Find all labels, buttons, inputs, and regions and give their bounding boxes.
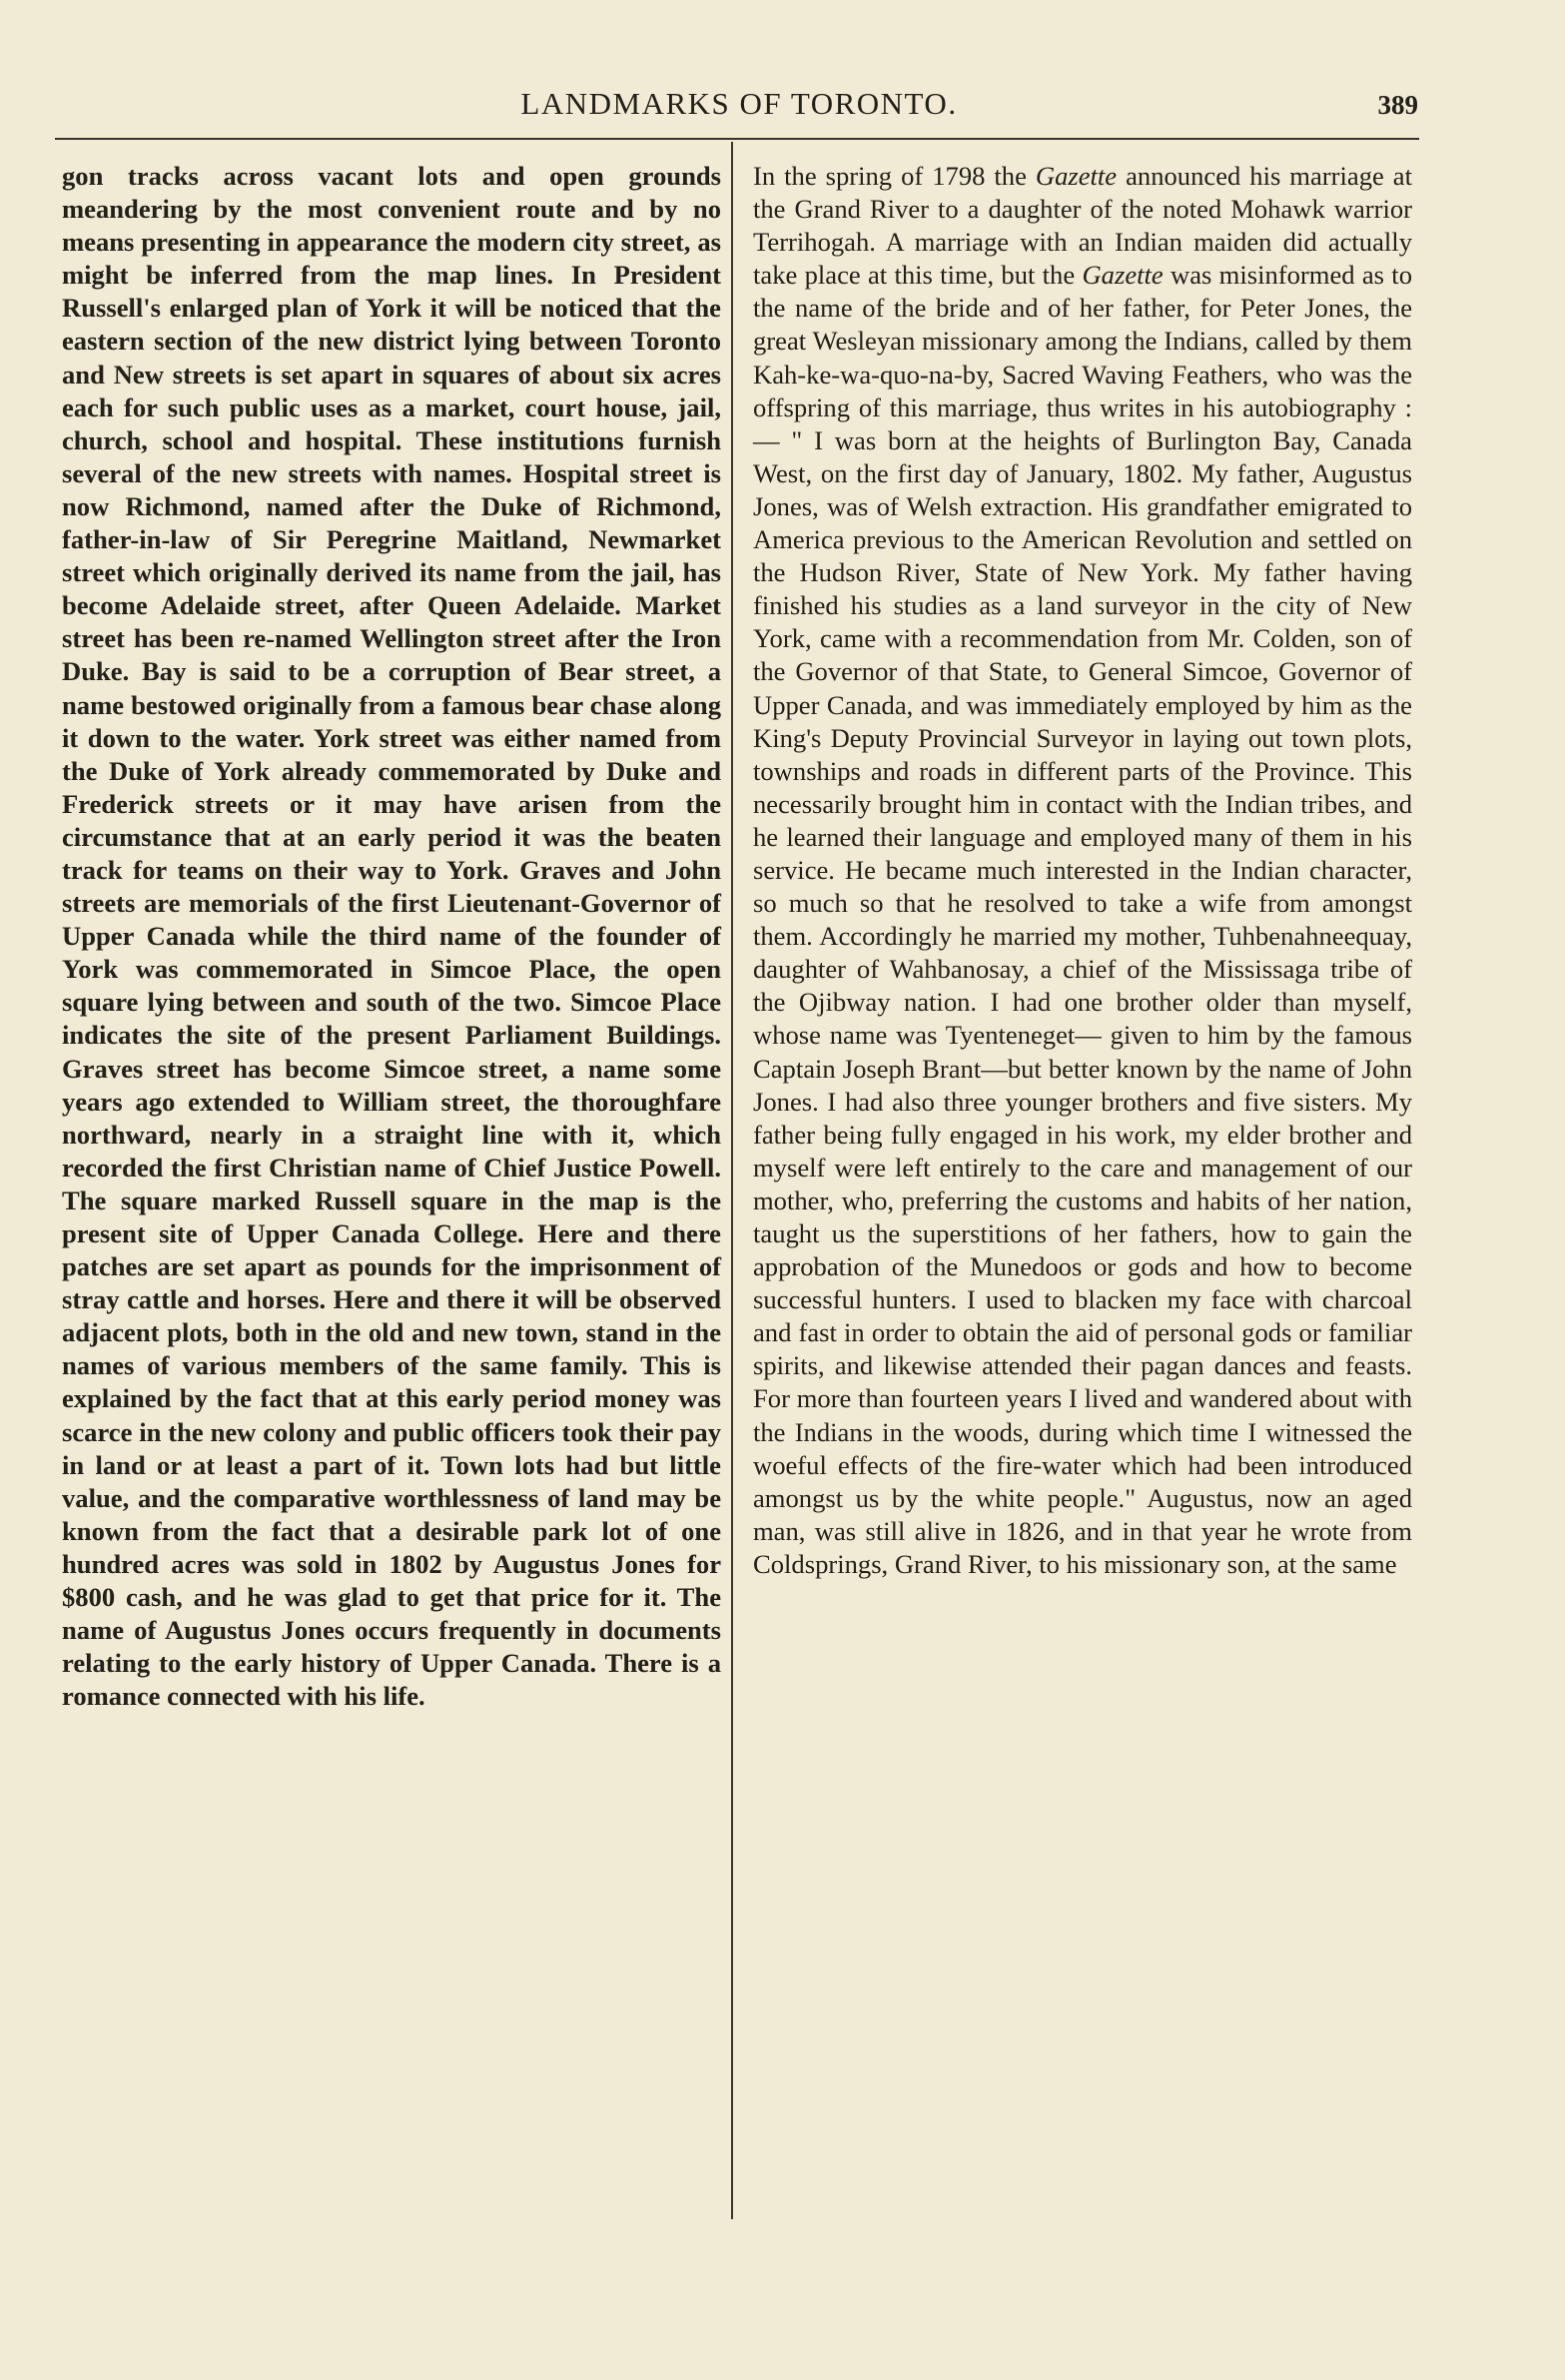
header-rule: [55, 138, 1419, 140]
page-header: [60, 80, 1418, 140]
left-column-text: gon tracks across vacant lots and open grounds meandering by the most convenient route and by no means presenting in appearance the modern city street, as might be inferred from the map lines. In President Russell's enlarged plan of York it will be noticed that the eastern section of the new district lying between Toronto and New streets is set apart in squares of about six acres each for such public uses as a market, court house, jail, church, school and hospital. These institutions furnish several of the new streets with names. Hospital street is now Richmond, named after the Duke of Richmond, father-in-law of Sir Peregrine Maitland, Newmarket street which originally derived its name from the jail, has become Adelaide street, after Queen Adelaide. Market street has been re-named Wellington street after the Iron Duke. Bay is said to be a corruption of Bear street, a name bestowed originally from a famous bear chase along it down to the water. York street was either named from the Duke of York already commemorated by Duke and Frederick streets or it may have arisen from the circumstance that at an early period it was the beaten track for teams on their way to York. Graves and John streets are memorials of the first Lieutenant-Governor of Upper Canada while the third name of the founder of York was commemorated in Simcoe Place, the open square lying between and south of the two. Simcoe Place indicates the site of the present Parliament Buildings. Graves street has become Simcoe street, a name some years ago extended to William street, the thoroughfare northward, nearly in a straight line with it, which recorded the first Christian name of Chief Justice Powell. The square marked Russell square in the map is the present site of Upper Canada College. Here and there patches are set apart as pounds for the imprisonment of stray cattle and horses. Here and there it will be observed adjacent plots, both in the old and new town, stand in the names of various members of the same family. This is explained by the fact that at this early period money was scarce in the new colony and public officers took their pay in land or at least a part of it. Town lots had but little value, and the comparative worthlessness of land may be known from the fact that a desirable park lot of one hundred acres was sold in 1802 by Augustus Jones for $800 cash, and he was glad to get that price for it. The name of Augustus Jones occurs frequently in documents relating to the early history of Upper Canada. There is a romance connected with his life.: [62, 161, 721, 1712]
right-text-middle: announced his marriage at the Grand River to a daughter of the noted Mohawk warrior Terrihogah. A marriage with an Indian maiden did actually take place at this time, but the: [753, 161, 1412, 291]
left-column: [62, 160, 721, 1713]
running-head: LANDMARKS OF TORONTO.: [520, 86, 958, 121]
right-text-start: In the spring of 1798 the: [753, 161, 1036, 191]
right-column-text: [753, 160, 1412, 1581]
gazette-title-2: Gazette: [1082, 260, 1164, 291]
page-number: 389: [1377, 90, 1418, 120]
right-column: [753, 160, 1412, 1581]
right-text-end: was misinformed as to the name of the bride and of her father, for Peter Jones, the great Wesleyan missionary among the Indians, called by them Kah-ke-wa-quo-na-by, Sacred Waving Feathers, who was the offspring of this marriage, thus writes in his autobiography :— " I was born at the heights of Burlington Bay, Canada West, on the first day of January, 1802. My father, Augustus Jones, was of Welsh extraction. His grandfather emigrated to America previous to the American Revolution and settled on the Hudson River, State of New York. My father having finished his studies as a land surveyor in the city of New York, came with a recommendation from Mr. Colden, son of the Governor of that State, to General Simcoe, Governor of Upper Canada, and was immediately employed by him as the King's Deputy Provincial Surveyor in laying out town plots, townships and roads in different parts of the Province. This necessarily brought him in contact with the Indian tribes, and he learned their language and employed many of them in his service. He became much interested in the Indian character, so much so that he resolved to take a wife from amongst them. Accordingly he married my mother, Tuhbenahneequay, daughter of Wahbanosay, a chief of the Mississaga tribe of the Ojibway nation. I had one brother older than myself, whose name was Tyenteneget— given to him by the famous Captain Joseph Brant—but better known by the name of John Jones. I had also three younger brothers and five sisters. My father being fully engaged in his work, my elder brother and myself were left entirely to the care and management of our mother, who, preferring the customs and habits of her nation, taught us the superstitions of her fathers, how to gain the approbation of the Munedoos or gods and how to become successful hunters. I used to blacken my face with charcoal and fast in order to obtain the aid of personal gods or familiar spirits, and likewise attended their pagan dances and feasts. For more than fourteen years I lived and wandered about with the Indians in the woods, during which time I witnessed the woeful effects of the fire-water which had been introduced amongst us by the white people." Augustus, now an aged man, was still alive in 1826, and in that year he wrote from Coldsprings, Grand River, to his missionary son, at the same: [753, 260, 1412, 1579]
gazette-title-1: Gazette: [1035, 161, 1118, 191]
column-divider: [731, 142, 733, 2219]
